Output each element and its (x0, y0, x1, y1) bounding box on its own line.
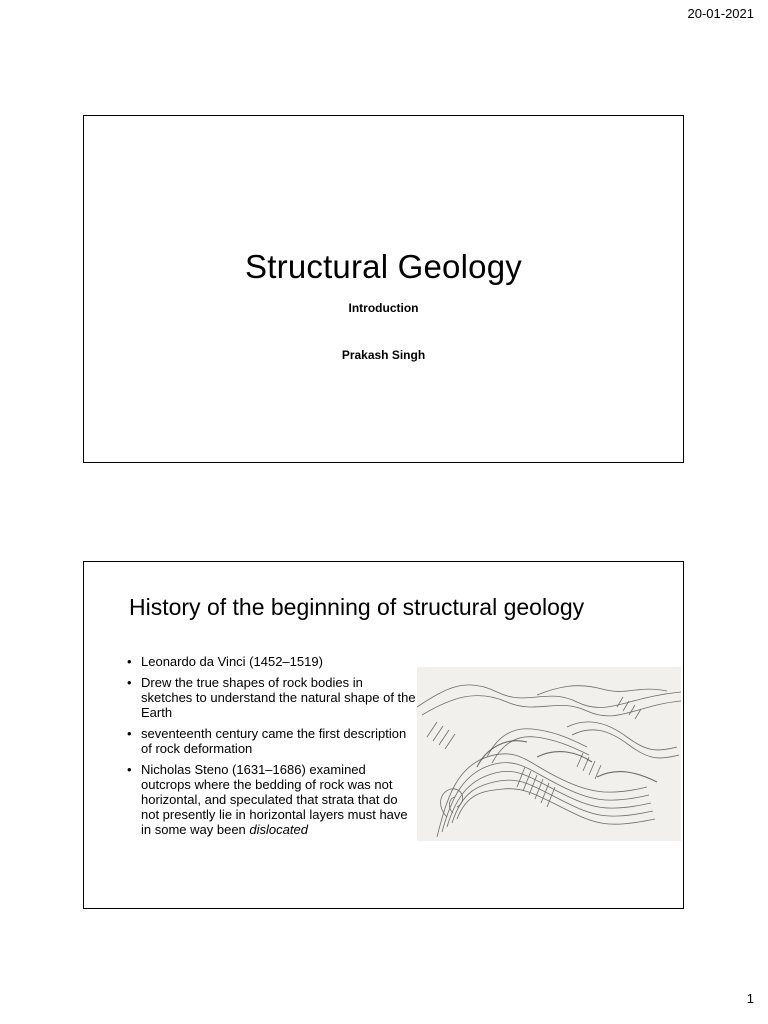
slide-history (83, 561, 684, 909)
bullet-icon: • (127, 762, 132, 777)
slide-subtitle: Introduction (348, 301, 419, 315)
page-number: 1 (746, 991, 754, 1006)
bullet-item (127, 726, 417, 756)
bullet-item (127, 675, 417, 720)
bullet-item (127, 654, 417, 669)
sketch-drawing (417, 667, 681, 841)
bullet-text-italic: dislocated (249, 822, 308, 837)
slide-title-heading: Structural Geology (245, 248, 522, 285)
bullet-text: Drew the true shapes of rock bodies in sketches to understand the natural shape of the Earth (141, 675, 416, 720)
page-date: 20-01-2021 (687, 6, 754, 21)
bullet-list (127, 654, 417, 843)
rock-sketch-image (417, 667, 681, 841)
bullet-icon: • (127, 726, 132, 741)
bullet-text: Nicholas Steno (1631–1686) examined outcrops where the bedding of rock was not horizontal, and speculated that strata that do not presently lie in horizontal layers must have in some way been (141, 762, 408, 837)
bullet-text: Leonardo da Vinci (1452–1519) (141, 654, 323, 669)
bullet-item (127, 762, 417, 837)
slide-title (83, 115, 684, 463)
slide-author: Prakash Singh (341, 348, 426, 362)
bullet-text: seventeenth century came the first description of rock deformation (141, 726, 407, 756)
bullet-icon: • (127, 675, 132, 690)
bullet-icon: • (127, 654, 132, 669)
slide-history-heading: History of the beginning of structural geology (129, 594, 585, 620)
